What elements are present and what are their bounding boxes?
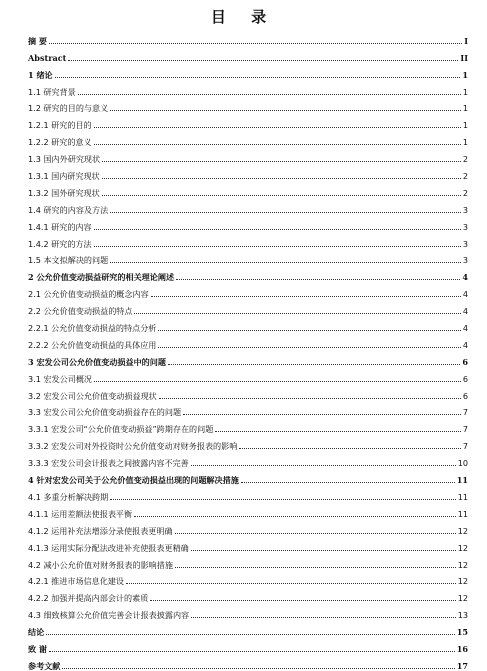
toc-entry-page-number: 3 — [462, 221, 468, 232]
toc-entry-title: 4.1.2 运用补充法增添分录使报表更明确 — [28, 525, 173, 536]
dot-leader — [110, 261, 461, 263]
toc-entry-page-number: 12 — [457, 559, 468, 570]
dot-leader — [46, 633, 455, 635]
toc-entry[interactable] — [28, 97, 468, 114]
toc-entry-title: 摘 要 — [28, 35, 48, 46]
dot-leader — [176, 278, 460, 280]
toc-entry[interactable] — [28, 46, 468, 63]
toc-entry-page-number: 12 — [457, 542, 468, 553]
toc-entry-page-number: 11 — [457, 491, 468, 502]
toc-entry-title: 4 针对宏发公司关于公允价值变动损益出现的问题解决措施 — [28, 475, 239, 486]
toc-entry-title: 1.1 研究背景 — [28, 86, 76, 97]
toc-entry-title: 4.2.2 加强并提高内部会计的素质 — [28, 593, 149, 604]
toc-entry-page-number: I — [464, 35, 468, 46]
dot-leader — [102, 177, 461, 179]
toc-entry[interactable] — [28, 215, 468, 232]
toc-entry[interactable] — [28, 232, 468, 249]
toc-entry[interactable] — [28, 519, 468, 536]
toc-entry[interactable] — [28, 130, 468, 147]
toc-entry-page-number: 12 — [457, 576, 468, 587]
toc-entry-title: 4.2 减小公允价值对财务报表的影响措施 — [28, 559, 173, 570]
table-of-contents — [28, 29, 468, 671]
dot-leader — [55, 76, 461, 78]
dot-leader — [159, 397, 461, 399]
toc-entry[interactable] — [28, 181, 468, 198]
toc-entry-page-number: 3 — [462, 238, 468, 249]
dot-leader — [175, 566, 456, 568]
toc-entry-page-number: 4 — [462, 289, 468, 300]
toc-entry-page-number: 1 — [462, 103, 468, 114]
toc-entry[interactable] — [28, 570, 468, 587]
dot-leader — [134, 515, 456, 517]
toc-entry[interactable] — [28, 63, 468, 80]
toc-entry-title: 2 公允价值变动损益研究的相关理论阐述 — [28, 272, 175, 283]
toc-entry-title: 1.4 研究的内容及方法 — [28, 204, 109, 215]
toc-entry-title: 3.2 宏发公司公允价值变动损益现状 — [28, 390, 157, 401]
dot-leader — [110, 109, 461, 111]
toc-entry[interactable] — [28, 80, 468, 97]
dot-leader — [94, 143, 461, 145]
toc-entry[interactable] — [28, 536, 468, 553]
toc-entry-title: 3.3 宏发公司公允价值变动损益存在的问题 — [28, 407, 182, 418]
dot-leader — [68, 59, 458, 61]
toc-entry-title: 参考文献 — [28, 660, 61, 671]
dot-leader — [158, 329, 460, 331]
dot-leader — [94, 228, 461, 230]
toc-entry-page-number: 11 — [457, 508, 468, 519]
dot-leader — [102, 194, 461, 196]
toc-entry-page-number: 1 — [462, 120, 468, 131]
toc-entry[interactable] — [28, 299, 468, 316]
toc-entry-page-number: 1 — [462, 137, 468, 148]
toc-entry[interactable] — [28, 164, 468, 181]
toc-entry-page-number: 6 — [462, 356, 468, 367]
toc-entry-title: 4.1.1 运用差额法使报表平衡 — [28, 508, 133, 519]
toc-entry-title: 4.1.3 运用实际分配法改进补充使报表更精确 — [28, 542, 189, 553]
toc-entry-title: 4.1 多重分析解决跨期 — [28, 491, 109, 502]
toc-entry-title: 1.4.1 研究的内容 — [28, 221, 92, 232]
toc-entry[interactable] — [28, 553, 468, 570]
toc-entry-title: 1 绪论 — [28, 69, 53, 80]
dot-leader — [49, 650, 455, 652]
toc-entry-title: 4.3 细致核算公允价值完善会计报表披露内容 — [28, 610, 190, 621]
toc-entry-page-number: 6 — [462, 373, 468, 384]
toc-entry[interactable] — [28, 417, 468, 434]
dot-leader — [241, 481, 455, 483]
toc-entry-title: 1.2.2 研究的意义 — [28, 137, 92, 148]
toc-entry-title: 1.2 研究的目的与意义 — [28, 103, 109, 114]
dot-leader — [94, 245, 461, 247]
toc-entry[interactable] — [28, 654, 468, 671]
toc-entry[interactable] — [28, 29, 468, 46]
toc-entry-page-number: 3 — [462, 255, 468, 266]
dot-leader — [168, 363, 460, 365]
toc-entry-page-number: 4 — [462, 306, 468, 317]
toc-entry-page-number: 2 — [462, 171, 468, 182]
toc-entry-title: 致 谢 — [28, 643, 48, 654]
toc-entry-page-number: 3 — [462, 204, 468, 215]
dot-leader — [134, 312, 460, 314]
toc-entry-title: 1.3.2 国外研究现状 — [28, 187, 100, 198]
dot-leader — [183, 413, 461, 415]
toc-entry-page-number: 11 — [456, 475, 468, 486]
toc-entry[interactable] — [28, 434, 468, 451]
toc-entry[interactable] — [28, 265, 468, 282]
toc-entry-title: 3.3.2 宏发公司对外投资时公允价值变动对财务报表的影响 — [28, 441, 238, 452]
dot-leader — [110, 498, 455, 500]
toc-entry-page-number: 17 — [456, 660, 468, 671]
toc-entry[interactable] — [28, 637, 468, 654]
toc-entry-page-number: 1 — [462, 86, 468, 97]
dot-leader — [110, 211, 461, 213]
page-title: 目 录 — [210, 8, 277, 26]
toc-entry-title: 3.1 宏发公司概况 — [28, 373, 93, 384]
toc-entry-page-number: 4 — [462, 339, 468, 350]
toc-entry-title: 1.2.1 研究的目的 — [28, 120, 92, 131]
toc-entry-title: 3.3.1 宏发公司“公允价值变动损益”跨期存在的问题 — [28, 424, 214, 435]
dot-leader — [215, 430, 461, 432]
toc-entry-page-number: 10 — [457, 458, 468, 469]
toc-entry-title: 1.5 本文拟解决的问题 — [28, 255, 109, 266]
toc-entry-page-number: 7 — [462, 441, 468, 452]
toc-entry-page-number: 15 — [456, 627, 468, 638]
toc-entry-title: 1.3 国内外研究现状 — [28, 154, 101, 165]
toc-entry[interactable] — [28, 586, 468, 603]
dot-leader — [158, 346, 460, 348]
dot-leader — [239, 447, 461, 449]
toc-entry-page-number: 1 — [462, 69, 468, 80]
toc-entry-page-number: 2 — [462, 187, 468, 198]
toc-entry[interactable] — [28, 502, 468, 519]
toc-entry-page-number: 12 — [457, 593, 468, 604]
dot-leader — [49, 42, 462, 44]
toc-entry[interactable] — [28, 198, 468, 215]
toc-entry[interactable] — [28, 350, 468, 367]
dot-leader — [191, 616, 456, 618]
toc-entry[interactable] — [28, 113, 468, 130]
toc-entry[interactable] — [28, 620, 468, 637]
toc-entry[interactable] — [28, 316, 468, 333]
dot-leader — [191, 464, 456, 466]
toc-entry-page-number: 4 — [462, 272, 468, 283]
dot-leader — [62, 667, 454, 669]
toc-entry[interactable] — [28, 333, 468, 350]
toc-entry-title: 2.1 公允价值变动损益的概念内容 — [28, 289, 149, 300]
dot-leader — [126, 582, 456, 584]
toc-entry[interactable] — [28, 249, 468, 266]
toc-entry-title: 3 宏发公司公允价值变动损益中的问题 — [28, 356, 166, 367]
dot-leader — [94, 126, 461, 128]
dot-leader — [78, 93, 461, 95]
toc-entry-page-number: 13 — [457, 610, 468, 621]
toc-entry-page-number: 6 — [462, 390, 468, 401]
toc-entry[interactable] — [28, 451, 468, 468]
toc-entry-page-number: 12 — [457, 525, 468, 536]
toc-entry[interactable] — [28, 282, 468, 299]
toc-entry-title: 2.2 公允价值变动损益的特点 — [28, 306, 133, 317]
toc-entry[interactable] — [28, 367, 468, 384]
dot-leader — [150, 599, 455, 601]
toc-entry[interactable] — [28, 384, 468, 401]
toc-entry-title: 1.3.1 国内研究现状 — [28, 171, 100, 182]
toc-entry-title: 2.2.2 公允价值变动损益的具体应用 — [28, 339, 157, 350]
toc-entry[interactable] — [28, 485, 468, 502]
toc-entry[interactable] — [28, 401, 468, 418]
dot-leader — [151, 295, 461, 297]
dot-leader — [175, 532, 456, 534]
toc-entry-page-number: 4 — [462, 323, 468, 334]
toc-entry-title: 结论 — [28, 627, 45, 638]
toc-entry-title: 4.2.1 推进市场信息化建设 — [28, 576, 125, 587]
toc-entry-page-number: II — [460, 52, 468, 63]
toc-entry-title: 3.3.3 宏发公司会计报表之间披露内容不完善 — [28, 458, 189, 469]
dot-leader — [102, 160, 461, 162]
toc-entry[interactable] — [28, 147, 468, 164]
dot-leader — [94, 380, 461, 382]
toc-entry-page-number: 2 — [462, 154, 468, 165]
toc-entry[interactable] — [28, 468, 468, 485]
toc-entry-page-number: 7 — [462, 407, 468, 418]
toc-entry-title: 1.4.2 研究的方法 — [28, 238, 92, 249]
dot-leader — [191, 549, 456, 551]
toc-entry-title: Abstract — [28, 52, 67, 63]
toc-entry[interactable] — [28, 603, 468, 620]
toc-entry-title: 2.2.1 公允价值变动损益的特点分析 — [28, 323, 157, 334]
toc-entry-page-number: 16 — [456, 643, 468, 654]
toc-entry-page-number: 7 — [462, 424, 468, 435]
